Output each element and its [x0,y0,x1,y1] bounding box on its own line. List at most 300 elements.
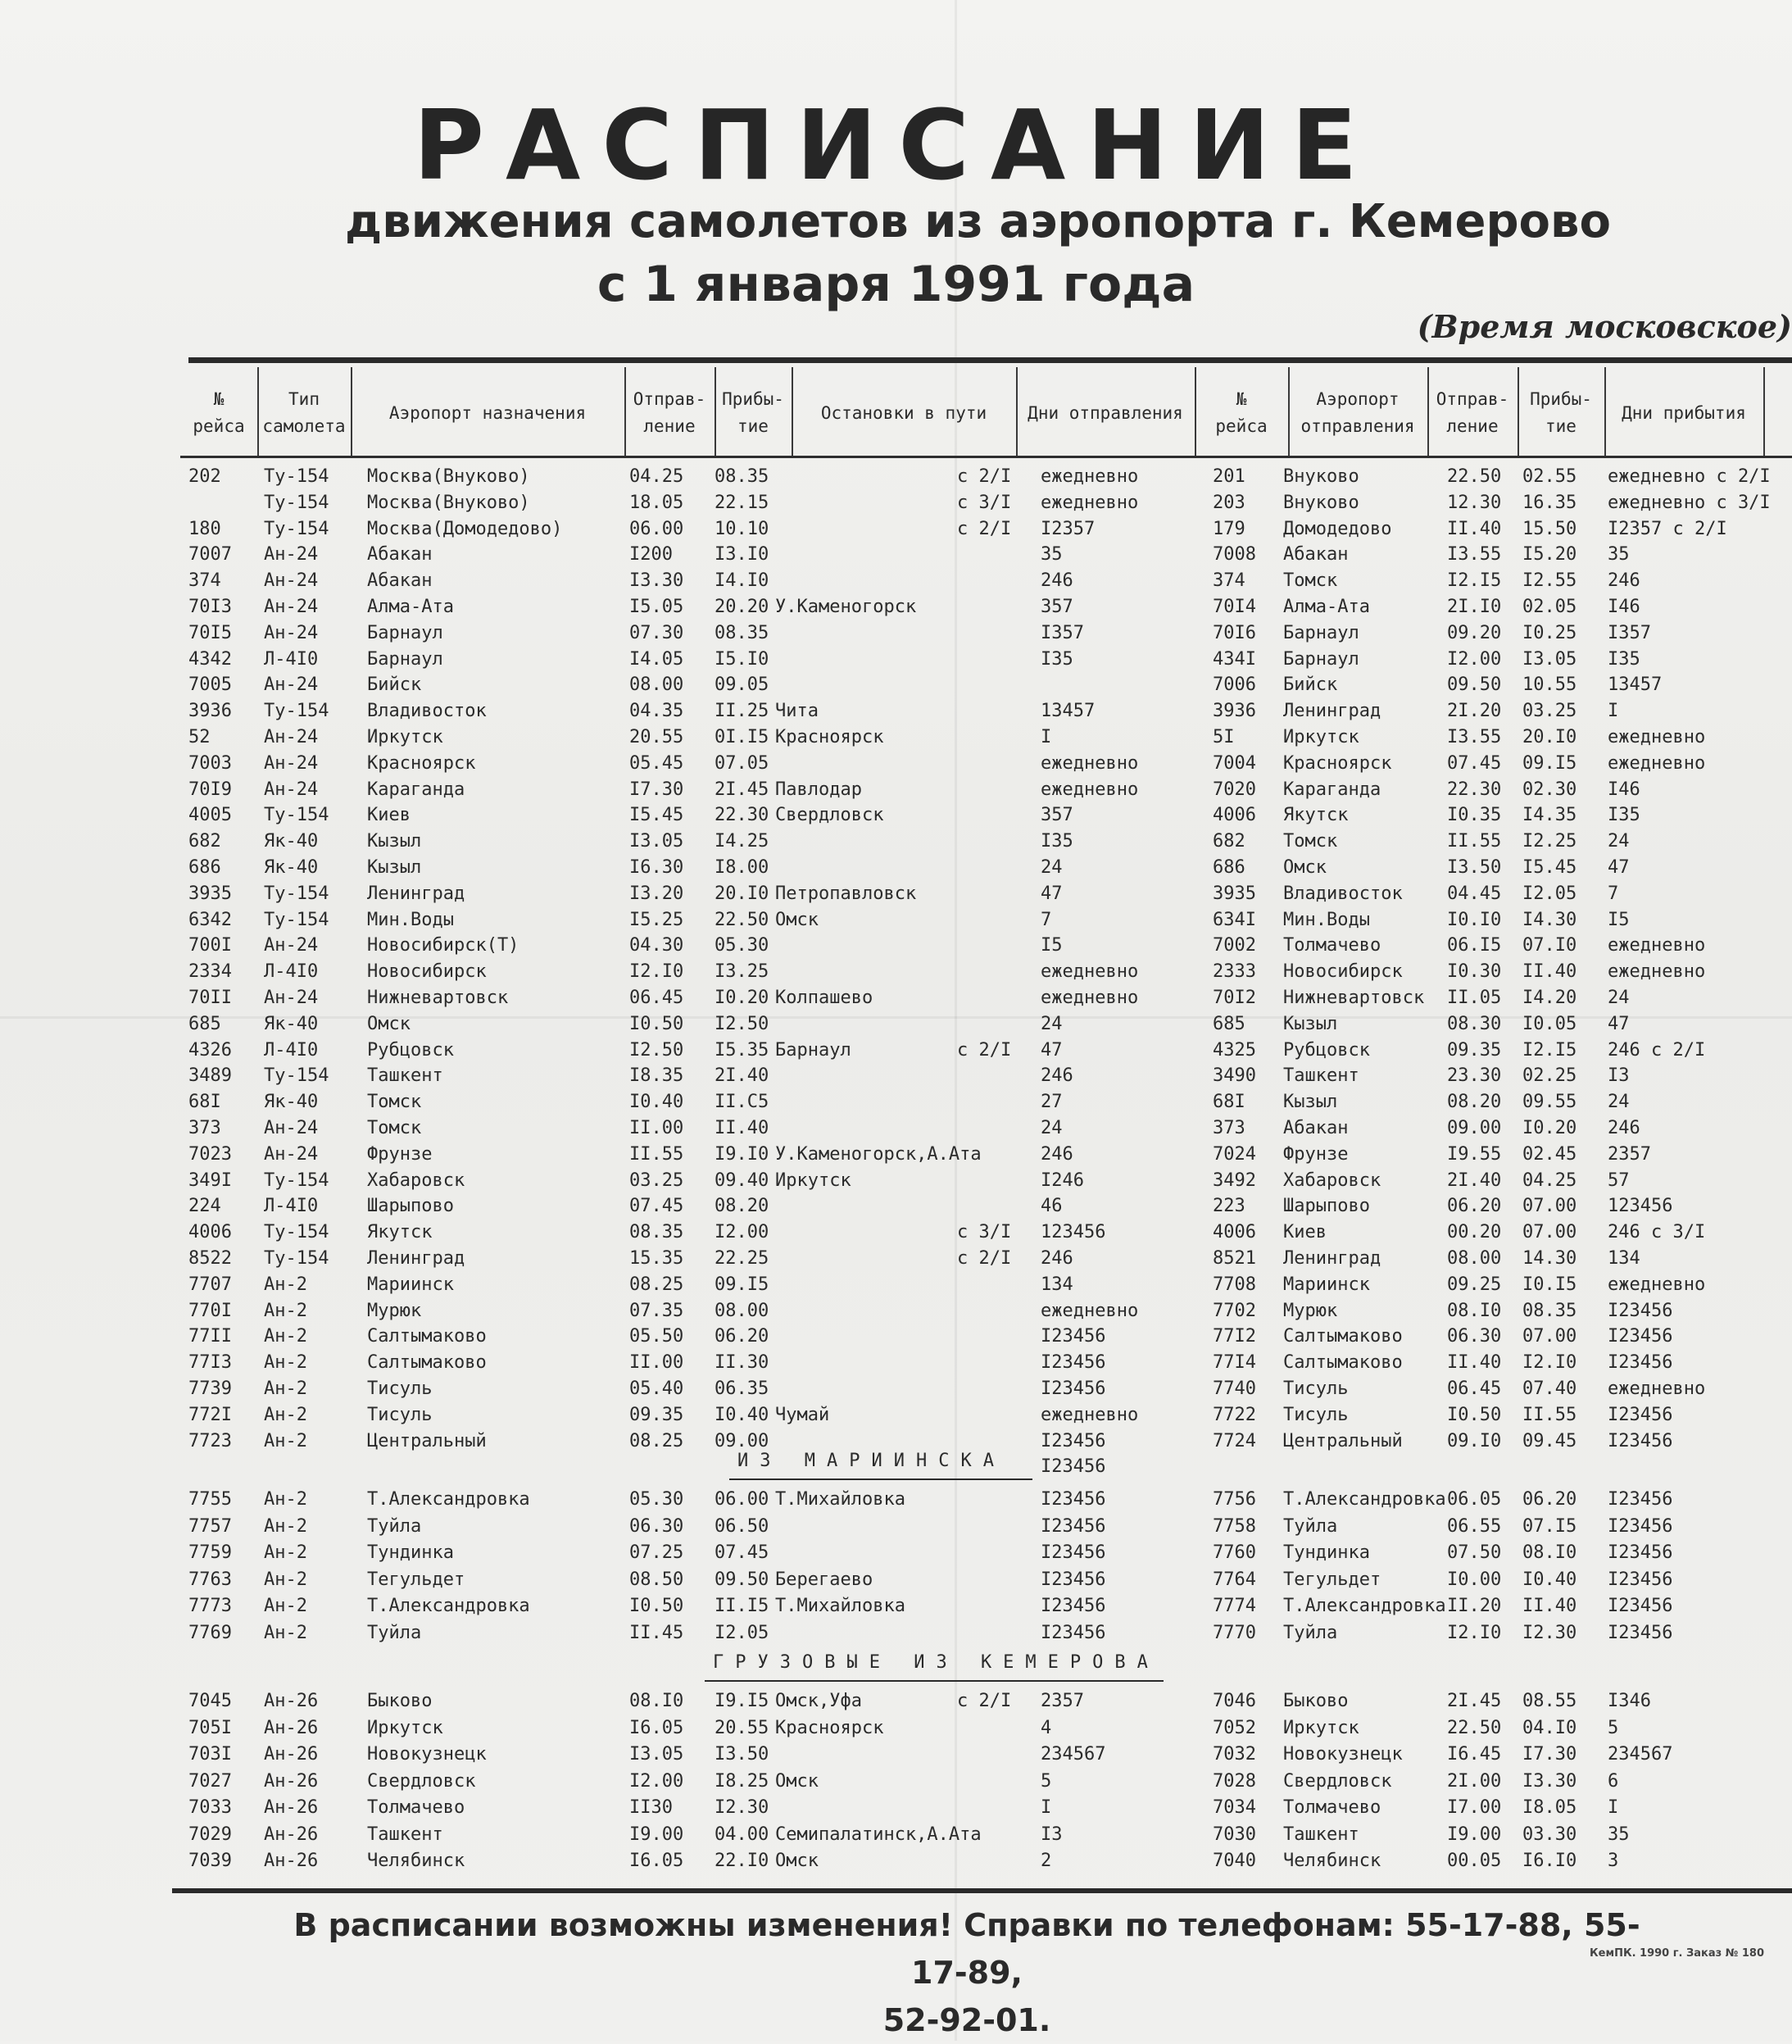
days-of-operation: 5 [1041,1770,1052,1792]
return-days: ежедневно [1608,1379,1706,1399]
return-days: 234567 [1608,1744,1673,1765]
return-flight-number: 4006 [1213,805,1256,826]
return-flight-number: 70I2 [1213,988,1256,1008]
header-aircraft-type: Тип самолета [262,389,346,436]
aircraft-type: Ту-154 [264,701,329,722]
days-of-operation: I3 [1041,1824,1063,1845]
flight-number: 4326 [188,1039,232,1061]
return-departure-time: 07.50 [1447,1542,1502,1563]
destination: Абакан [367,544,433,566]
flight-number: 772I [188,1404,232,1425]
aircraft-type: Ан-2 [264,1596,307,1616]
footer-notice [270,1901,1663,2044]
return-days: 246 с 2/I [1608,1039,1706,1061]
destination: Тундинка [367,1542,454,1563]
destination: Быково [367,1691,433,1711]
aircraft-type: Ан-26 [264,1797,319,1818]
destination: Тисуль [367,1379,433,1399]
aircraft-type: Ан-2 [264,1542,307,1563]
return-arrival-time: 09.I5 [1522,752,1577,774]
return-days: I5 [1608,909,1630,930]
flight-number: 686 [188,857,221,878]
days-of-operation: 4 [1041,1717,1052,1738]
stops: Омск [775,1851,819,1871]
header-divider [624,367,626,457]
flight-number: 703I [188,1744,232,1765]
flight-number: 52 [188,727,211,747]
destination: Салтымаково [367,1352,487,1374]
origin: Иркутск [1283,727,1359,747]
flight-number: 7769 [188,1622,232,1643]
arrival-time: I5.35 [715,1039,769,1061]
return-days: I23456 [1608,1515,1673,1537]
aircraft-type: Ан-2 [264,1352,307,1374]
origin: Мариинск [1283,1274,1370,1295]
return-departure-time: I0.I0 [1447,909,1502,930]
return-arrival-time: I5.20 [1522,544,1577,566]
return-arrival-time: I4.35 [1522,805,1577,826]
return-days: I23456 [1608,1489,1673,1510]
aircraft-type: Ту-154 [264,1248,329,1269]
destination: Абакан [367,570,433,592]
return-departure-time: 2I.I0 [1447,597,1502,617]
origin: Киев [1283,1222,1327,1243]
arrival-time: I9.I5 [715,1691,769,1711]
destination: Барнаул [367,622,443,643]
return-departure-time: 06.I5 [1447,935,1502,956]
return-days: ежедневно [1608,752,1706,774]
return-arrival-time: I2.25 [1522,831,1577,852]
destination: Томск [367,1118,422,1138]
return-departure-time: II.40 [1447,518,1502,539]
origin: Кызыл [1283,1013,1338,1034]
days-of-operation: 246 [1041,1143,1073,1165]
arrival-time: II.C5 [715,1092,769,1113]
return-arrival-time: I0.25 [1522,622,1577,643]
stops: Омск,Уфа [775,1691,862,1711]
return-flight-number: 7046 [1213,1691,1256,1711]
return-arrival-time: 07.I0 [1522,935,1577,956]
departure-time: I6.30 [629,857,684,878]
return-flight-number: 374 [1213,570,1245,592]
return-departure-time: I3.50 [1447,857,1502,878]
stops: Т.Михайловка [775,1596,905,1616]
return-departure-time: I3.55 [1447,727,1502,747]
destination: Хабаровск [367,1170,465,1191]
aircraft-type: Ан-2 [264,1569,307,1590]
return-arrival-time: 08.I0 [1522,1542,1577,1563]
departure-time: I5.25 [629,909,684,930]
days-of-operation: 357 [1041,805,1073,826]
flight-number: 70I5 [188,622,232,643]
days-of-operation: I23456 [1041,1456,1106,1478]
destination: Якутск [367,1222,433,1243]
days-of-operation: ежедневно [1041,466,1139,487]
arrival-time: II.I5 [715,1596,769,1616]
arrival-time: I0.40 [715,1404,769,1425]
departure-time: 05.30 [629,1489,684,1510]
arrival-time: I8.25 [715,1770,769,1792]
return-flight-number: 7004 [1213,752,1256,774]
header-divider [792,367,793,457]
return-days: I23456 [1608,1542,1673,1563]
return-arrival-time: 07.00 [1522,1196,1577,1217]
return-departure-time: I2.00 [1447,648,1502,670]
stops: У.Каменогорск [775,597,917,617]
days-of-operation: I [1041,1797,1052,1818]
origin: Толмачево [1283,1797,1381,1818]
return-arrival-time: 02.45 [1522,1143,1577,1165]
header-return-arrival: Прибы- тие [1530,389,1592,436]
origin: Новосибирск [1283,961,1403,983]
return-flight-number: 7758 [1213,1515,1256,1537]
origin: Туйла [1283,1622,1338,1643]
return-departure-time: 06.45 [1447,1379,1502,1399]
origin: Салтымаково [1283,1326,1403,1347]
aircraft-type: Ан-2 [264,1274,307,1295]
aircraft-type: Ан-24 [264,622,319,643]
days-of-operation: I35 [1041,648,1073,670]
days-of-operation: 246 [1041,1248,1073,1269]
destination: Туйла [367,1515,422,1537]
return-arrival-time: I0.I5 [1522,1274,1577,1295]
return-arrival-time: I5.45 [1522,857,1577,878]
arrival-time: 09.I5 [715,1274,769,1295]
aircraft-type: Ту-154 [264,518,329,539]
return-arrival-time: 09.45 [1522,1430,1577,1451]
days-of-operation: 246 [1041,570,1073,592]
aircraft-type: Ту-154 [264,909,329,930]
return-arrival-time: I8.05 [1522,1797,1577,1818]
flight-number: 7003 [188,752,232,774]
arrival-time: I3.I0 [715,544,769,566]
origin: Салтымаково [1283,1352,1403,1374]
departure-time: I7.30 [629,779,684,800]
origin: Ташкент [1283,1065,1359,1087]
flight-number: 77II [188,1326,232,1347]
flight-number: 685 [188,1013,221,1034]
days-of-operation: ежедневно [1041,1300,1139,1321]
aircraft-type: Як-40 [264,831,319,852]
days-of-operation: 47 [1041,1039,1063,1061]
origin: Тисуль [1283,1404,1349,1425]
return-days: 3 [1608,1851,1619,1871]
return-departure-time: 22.50 [1447,1717,1502,1738]
flight-number: 77I3 [188,1352,232,1374]
arrival-time: 2I.45 [715,779,769,800]
return-arrival-time: 07.00 [1522,1326,1577,1347]
origin: Домодедово [1283,518,1392,539]
origin: Томск [1283,570,1338,592]
return-departure-time: I0.35 [1447,805,1502,826]
stops: Красноярск [775,1717,884,1738]
return-arrival-time: I2.I0 [1522,1352,1577,1374]
return-flight-number: 7052 [1213,1717,1256,1738]
return-flight-number: 3935 [1213,883,1256,904]
return-days: 123456 [1608,1196,1673,1217]
return-arrival-time: I0.40 [1522,1569,1577,1590]
origin: Бийск [1283,675,1338,696]
arrival-time: 22.15 [715,492,769,513]
return-flight-number: 373 [1213,1118,1245,1138]
return-days: I357 [1608,622,1651,643]
return-departure-time: I6.45 [1447,1744,1502,1765]
destination: Челябинск [367,1851,465,1871]
arrival-time: 08.00 [715,1300,769,1321]
header-divider [257,367,259,457]
return-days: I23456 [1608,1622,1673,1643]
return-departure-time: I0.50 [1447,1404,1502,1425]
aircraft-type: Ан-2 [264,1489,307,1510]
return-departure-time: 09.50 [1447,675,1502,696]
aircraft-type: Ан-24 [264,752,319,774]
days-of-operation: I2357 [1041,518,1096,539]
return-arrival-time: 07.00 [1522,1222,1577,1243]
return-arrival-time: I2.I5 [1522,1039,1577,1061]
return-days: I23456 [1608,1569,1673,1590]
return-days: 246 [1608,570,1640,592]
origin: Мин.Воды [1283,909,1370,930]
section-title-cargo: ГРУЗОВЫЕ ИЗ КЕМЕРОВА [713,1652,1159,1673]
destination: Ленинград [367,1248,465,1269]
flight-number: 7755 [188,1489,232,1510]
return-arrival-time: I7.30 [1522,1744,1577,1765]
destination: Киев [367,805,411,826]
stops: Павлодар [775,779,862,800]
stops: Омск [775,909,819,930]
aircraft-type: Ан-24 [264,1143,319,1165]
arrival-time: 20.20 [715,597,769,617]
return-arrival-time: II.40 [1522,1596,1577,1616]
origin: Туйла [1283,1515,1338,1537]
return-flight-number: 4325 [1213,1039,1256,1061]
return-days: I3 [1608,1065,1630,1087]
return-flight-number: 7028 [1213,1770,1256,1792]
departure-time: 06.45 [629,988,684,1008]
arrival-time: II.30 [715,1352,769,1374]
table-header [0,367,1792,459]
arrival-time: I4.25 [715,831,769,852]
return-arrival-time: 06.20 [1522,1489,1577,1510]
aircraft-type: Л-4I0 [264,961,319,983]
return-days: I23456 [1608,1430,1673,1451]
aircraft-type: Ту-154 [264,883,329,904]
arrival-time: 08.20 [715,1196,769,1217]
departure-time: 07.30 [629,622,684,643]
days-of-operation: 13457 [1041,701,1096,722]
departure-time: 18.05 [629,492,684,513]
return-departure-time: 2I.45 [1447,1691,1502,1711]
header-stops: Остановки в пути [820,402,987,423]
effective-date: с 1 января 1991 года [597,256,1195,313]
arrival-time: I2.00 [715,1222,769,1243]
date-note: с 2/I [957,1248,1012,1269]
return-departure-time: I9.00 [1447,1824,1502,1845]
return-arrival-time: 03.30 [1522,1824,1577,1845]
return-departure-time: 07.45 [1447,752,1502,774]
departure-time: 08.35 [629,1222,684,1243]
days-of-operation: ежедневно [1041,1404,1139,1425]
destination: Т.Александровка [367,1489,530,1510]
stops: Красноярск [775,727,884,747]
origin: Ташкент [1283,1824,1359,1845]
date-note: с 2/I [957,518,1012,539]
return-flight-number: 7030 [1213,1824,1256,1845]
return-flight-number: 7760 [1213,1542,1256,1563]
return-arrival-time: 14.30 [1522,1248,1577,1269]
header-bottom-rule [180,456,1792,458]
footer-notice-line2: 52-92-01. [882,2002,1051,2038]
return-flight-number: 686 [1213,857,1245,878]
origin: Мурюк [1283,1300,1338,1321]
departure-time: I9.00 [629,1824,684,1845]
days-of-operation: 47 [1041,883,1063,904]
stops: Т.Михайловка [775,1489,905,1510]
return-flight-number: 3492 [1213,1170,1256,1191]
header-departure: Отправ- ление [633,389,706,436]
return-departure-time: 06.05 [1447,1489,1502,1510]
days-of-operation: ежедневно [1041,988,1139,1008]
return-arrival-time: 02.55 [1522,466,1577,487]
header-destination: Аэропорт назначения [388,402,587,423]
return-arrival-time: 02.25 [1522,1065,1577,1087]
header-divider [1763,367,1765,457]
aircraft-type: Ан-24 [264,675,319,696]
date-note: с 3/I [957,1222,1012,1243]
departure-time: 07.35 [629,1300,684,1321]
return-days: 24 [1608,831,1630,852]
days-of-operation: 7 [1041,909,1052,930]
origin: Внуково [1283,466,1359,487]
arrival-time: I0.20 [715,988,769,1008]
return-days: 2357 [1608,1143,1651,1165]
arrival-time: 09.40 [715,1170,769,1191]
return-days: 5 [1608,1717,1619,1738]
header-return-departure: Отправ- ление [1436,389,1509,436]
arrival-time: I9.I0 [715,1143,769,1165]
origin: Тегульдет [1283,1569,1381,1590]
aircraft-type: Ту-154 [264,1170,329,1191]
destination: Ленинград [367,883,465,904]
origin: Владивосток [1283,883,1403,904]
arrival-time: 08.35 [715,466,769,487]
days-of-operation: 234567 [1041,1744,1106,1765]
destination: Иркутск [367,727,443,747]
origin: Шарыпово [1283,1196,1370,1217]
header-flight-no: № рейса [193,389,245,436]
return-days: I23456 [1608,1404,1673,1425]
return-arrival-time: II.55 [1522,1404,1577,1425]
aircraft-type: Ан-2 [264,1379,307,1399]
aircraft-type: Ан-26 [264,1744,319,1765]
return-days: 134 [1608,1248,1640,1269]
destination: Новосибирск(Т) [367,935,519,956]
printer-imprint: КемПК. 1990 г. Заказ № 180 [1590,1947,1764,1960]
flight-number: 374 [188,570,221,592]
return-arrival-time: I3.05 [1522,648,1577,670]
arrival-time: I2.05 [715,1622,769,1643]
departure-time: 03.25 [629,1170,684,1191]
departure-time: 07.25 [629,1542,684,1563]
flight-number: 70II [188,988,232,1008]
origin: Караганда [1283,779,1381,800]
departure-time: 08.I0 [629,1691,684,1711]
aircraft-type: Ан-2 [264,1404,307,1425]
flight-number: 3936 [188,701,232,722]
origin: Свердловск [1283,1770,1392,1792]
flight-number: 6342 [188,909,232,930]
aircraft-type: Ан-2 [264,1326,307,1347]
arrival-time: 22.I0 [715,1851,769,1871]
destination: Алма-Ата [367,597,454,617]
return-days: 35 [1608,1824,1630,1845]
return-departure-time: 06.55 [1447,1515,1502,1537]
page-subtitle: движения самолетов из аэропорта г. Кемерово [345,195,1611,248]
aircraft-type: Ан-24 [264,779,319,800]
stops: Чумай [775,1404,830,1425]
return-arrival-time: I0.05 [1522,1013,1577,1034]
flight-number: 7005 [188,675,232,696]
departure-time: 09.35 [629,1404,684,1425]
return-days: ежедневно с 2/I [1608,466,1771,487]
return-departure-time: II.05 [1447,988,1502,1008]
departure-time: 04.30 [629,935,684,956]
destination: Нижневартовск [367,988,509,1008]
stops: Свердловск [775,805,884,826]
return-arrival-time: I4.30 [1522,909,1577,930]
header-days-arrival: Дни прибытия [1622,402,1746,423]
flight-number: 705I [188,1717,232,1738]
departure-time: II.00 [629,1118,684,1138]
destination: Салтымаково [367,1326,487,1347]
aircraft-type: Л-4I0 [264,1196,319,1217]
flight-number: 373 [188,1118,221,1138]
arrival-time: 07.05 [715,752,769,774]
return-flight-number: 5I [1213,727,1235,747]
return-flight-number: 685 [1213,1013,1245,1034]
return-arrival-time: 15.50 [1522,518,1577,539]
arrival-time: I2.30 [715,1797,769,1818]
departure-time: 08.50 [629,1569,684,1590]
arrival-time: II.25 [715,701,769,722]
departure-time: I8.35 [629,1065,684,1087]
aircraft-type: Ан-26 [264,1717,319,1738]
return-departure-time: I9.55 [1447,1143,1502,1165]
return-departure-time: 08.00 [1447,1248,1502,1269]
return-flight-number: 7724 [1213,1430,1256,1451]
return-days: I35 [1608,805,1640,826]
origin: Новокузнецк [1283,1744,1403,1765]
return-arrival-time: 08.55 [1522,1691,1577,1711]
header-divider [1288,367,1290,457]
return-arrival-time: 03.25 [1522,701,1577,722]
departure-time: 05.50 [629,1326,684,1347]
origin: Центральный [1283,1430,1403,1451]
origin: Нижневартовск [1283,988,1425,1008]
aircraft-type: Ан-24 [264,988,319,1008]
return-departure-time: 2I.40 [1447,1170,1502,1191]
return-days: 6 [1608,1770,1619,1792]
arrival-time: I2.50 [715,1013,769,1034]
aircraft-type: Ан-26 [264,1824,319,1845]
origin: Хабаровск [1283,1170,1381,1191]
return-flight-number: 434I [1213,648,1256,670]
header-divider [351,367,352,457]
departure-time: 06.30 [629,1515,684,1537]
destination: Т.Александровка [367,1596,530,1616]
departure-time: II.00 [629,1352,684,1374]
return-departure-time: II.40 [1447,1352,1502,1374]
